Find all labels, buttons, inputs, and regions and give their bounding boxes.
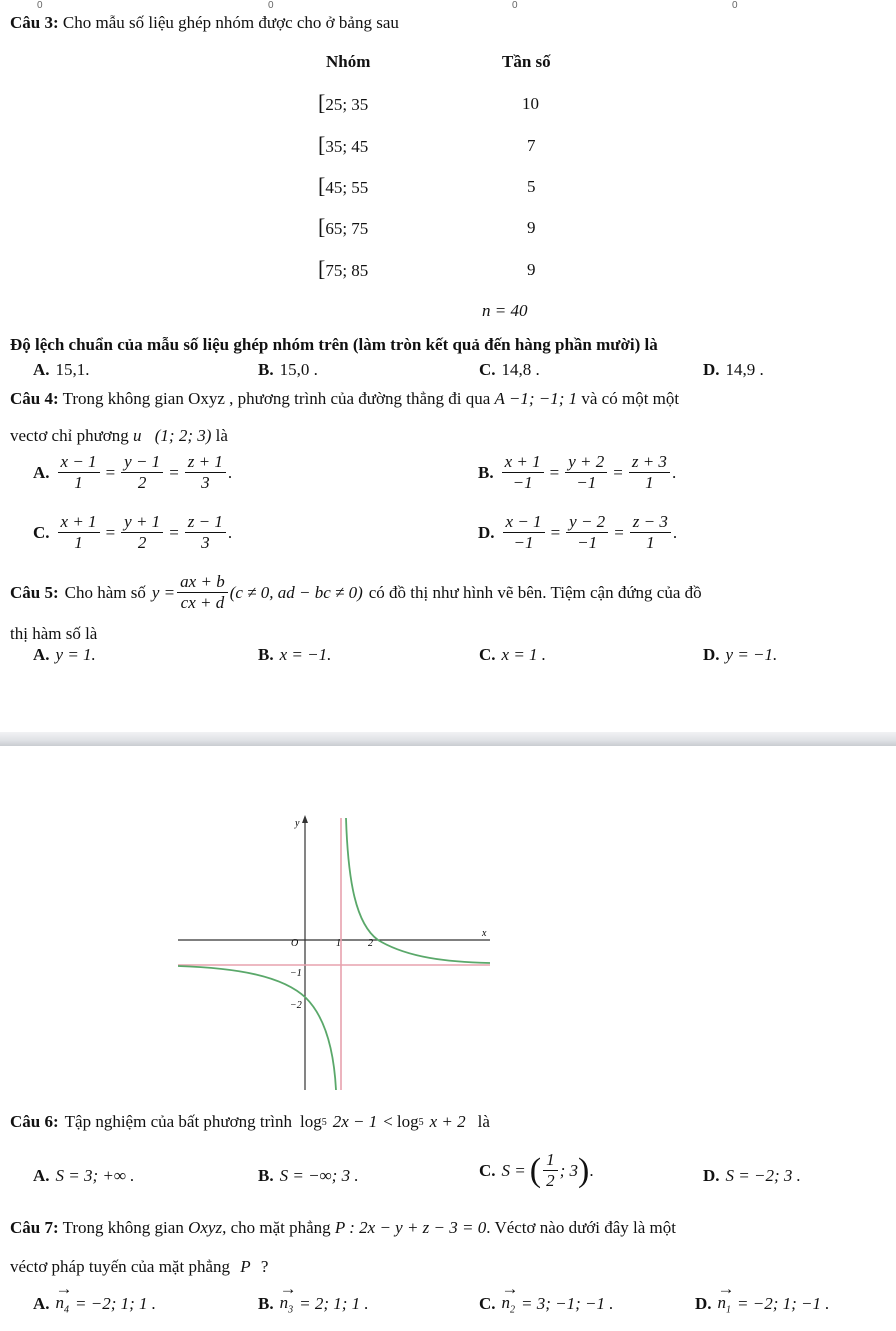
q6-option-b[interactable]: B. S = −∞; 3 . xyxy=(258,1166,359,1185)
q4-option-b[interactable]: B. $\frac{x + 1}{-1}$ = $\frac{y + 2}{-1}$ = $\frac{z + 3}{1}$ . xyxy=(478,452,677,492)
q5-line2: thị hàm số là xyxy=(10,624,98,643)
y-tick-m1: −1 xyxy=(290,968,302,979)
q6-label: Câu 6: xyxy=(10,1112,59,1131)
q4-option-d[interactable]: D. $\frac{x - 1}{-1}$ = $\frac{y - 2}{-1}$ = $\frac{z - 3}{1}$ . xyxy=(478,512,678,552)
table-total: n = 40 xyxy=(482,301,528,320)
table-row-group-3: [45; 55 xyxy=(318,173,369,198)
table-row-group-4: [65; 75 xyxy=(318,214,369,239)
q6-option-a[interactable]: A. S = 3; +∞ . xyxy=(33,1166,135,1185)
page-separator xyxy=(0,732,896,746)
q7-line2: véctơ pháp tuyến của mặt phẳng P ? xyxy=(10,1257,269,1276)
y-axis-arrow xyxy=(302,815,308,823)
q3-option-c[interactable]: C. 14,8 . xyxy=(479,360,540,379)
q3-label: Câu 3: xyxy=(10,13,59,32)
table-row-group-1: [25; 35 xyxy=(318,90,369,115)
q4-line2: vectơ chỉ phương u⃗(1; 2; 3) là xyxy=(10,426,228,445)
q7-option-c[interactable]: C. → $n_2$ = 3; −1; −1 . xyxy=(479,1279,614,1316)
q6-intro: Câu 6: Tập nghiệm của bất phương trình log 5 2x − 1 < log 5 x + 2 là xyxy=(10,1112,490,1131)
q4-intro xyxy=(10,389,679,409)
graph-branch-left xyxy=(178,966,336,1090)
q7-option-b[interactable]: B. → $n_3$ = 2; 1; 1 . xyxy=(258,1279,369,1316)
table-row-freq-2: 7 xyxy=(527,136,536,155)
x-axis-label: x xyxy=(482,928,487,939)
q3-question: Độ lệch chuẩn của mẫu số liệu ghép nhóm trên (làm tròn kết quả đến hàng phần mười) là xyxy=(10,335,658,354)
q7-option-d[interactable]: D. → $n_1$ = −2; 1; −1 . xyxy=(695,1279,830,1316)
table-row-freq-5: 9 xyxy=(527,260,536,279)
table-row-group-5: [75; 85 xyxy=(318,256,369,281)
q3-intro xyxy=(10,13,399,33)
table-row-freq-1: 10 xyxy=(522,94,539,113)
q5-intro: Câu 5: Cho hàm số y = $\frac{ax + b}{cx + d}$ (c ≠ 0, ad − bc ≠ 0) có đồ thị như hình vẽ bên. Tiệm cận đứng của đồ xyxy=(10,572,702,612)
table-row-group-2: [35; 45 xyxy=(318,132,369,157)
x-tick-2: 2 xyxy=(368,938,373,949)
origin-label: O xyxy=(291,938,299,949)
table-header-group: Nhóm xyxy=(326,52,371,71)
q4-option-c[interactable]: C. $\frac{x + 1}{1}$ = $\frac{y + 1}{2}$ = $\frac{z - 1}{3}$ . xyxy=(33,512,233,552)
top-mark: 0 xyxy=(268,0,274,11)
q7-intro: Câu 7: Trong không gian Oxyz, cho mặt phẳng P : 2x − y + z − 3 = 0. Véctơ nào dưới đây là một xyxy=(10,1218,677,1237)
q6-option-c[interactable]: C. S = ( $\frac{1}{2}$ ; 3 ) . xyxy=(479,1150,594,1190)
q4-point: A −1; −1; 1 xyxy=(494,389,578,408)
q4-label: Câu 4: xyxy=(10,389,59,408)
q3-option-d[interactable]: D. 14,9 . xyxy=(703,360,764,379)
q4-vector: u⃗(1; 2; 3) xyxy=(133,426,212,445)
y-tick-m2: −2 xyxy=(290,1000,302,1011)
q5-option-c[interactable]: C. x = 1 . xyxy=(479,645,547,664)
table-row-freq-4: 9 xyxy=(527,218,536,237)
top-mark: 0 xyxy=(512,0,518,11)
y-axis-label: y xyxy=(295,818,300,829)
q5-label: Câu 5: xyxy=(10,582,59,602)
table-row-freq-3: 5 xyxy=(527,177,536,196)
x-tick-1: 1 xyxy=(336,938,341,949)
q6-option-d[interactable]: D. S = −2; 3 . xyxy=(703,1166,801,1185)
q5-option-d[interactable]: D. y = −1. xyxy=(703,645,778,664)
q4-text-1: Trong không gian Oxyz , phương trình của đường thẳng đi qua xyxy=(62,389,491,408)
q4-option-a[interactable]: A. $\frac{x - 1}{1}$ = $\frac{y - 1}{2}$ = $\frac{z + 1}{3}$ . xyxy=(33,452,233,492)
q3-option-b[interactable]: B. 15,0 . xyxy=(258,360,318,379)
top-mark: 0 xyxy=(37,0,43,11)
function-graph xyxy=(178,812,498,1092)
q3-option-a[interactable]: A. 15,1. xyxy=(33,360,90,379)
q4-text-2: và có một một xyxy=(581,389,680,408)
q7-option-a[interactable]: A. → $n_4$ = −2; 1; 1 . xyxy=(33,1279,157,1316)
table-header-freq: Tần số xyxy=(502,52,551,71)
q3-text: Cho mẫu số liệu ghép nhóm được cho ở bảng sau xyxy=(62,13,399,32)
top-mark: 0 xyxy=(732,0,738,11)
q7-label: Câu 7: xyxy=(10,1218,59,1237)
q5-option-b[interactable]: B. x = −1. xyxy=(258,645,332,664)
q5-option-a[interactable]: A. y = 1. xyxy=(33,645,96,664)
q7-plane: P : 2x − y + z − 3 = 0 xyxy=(334,1218,487,1237)
